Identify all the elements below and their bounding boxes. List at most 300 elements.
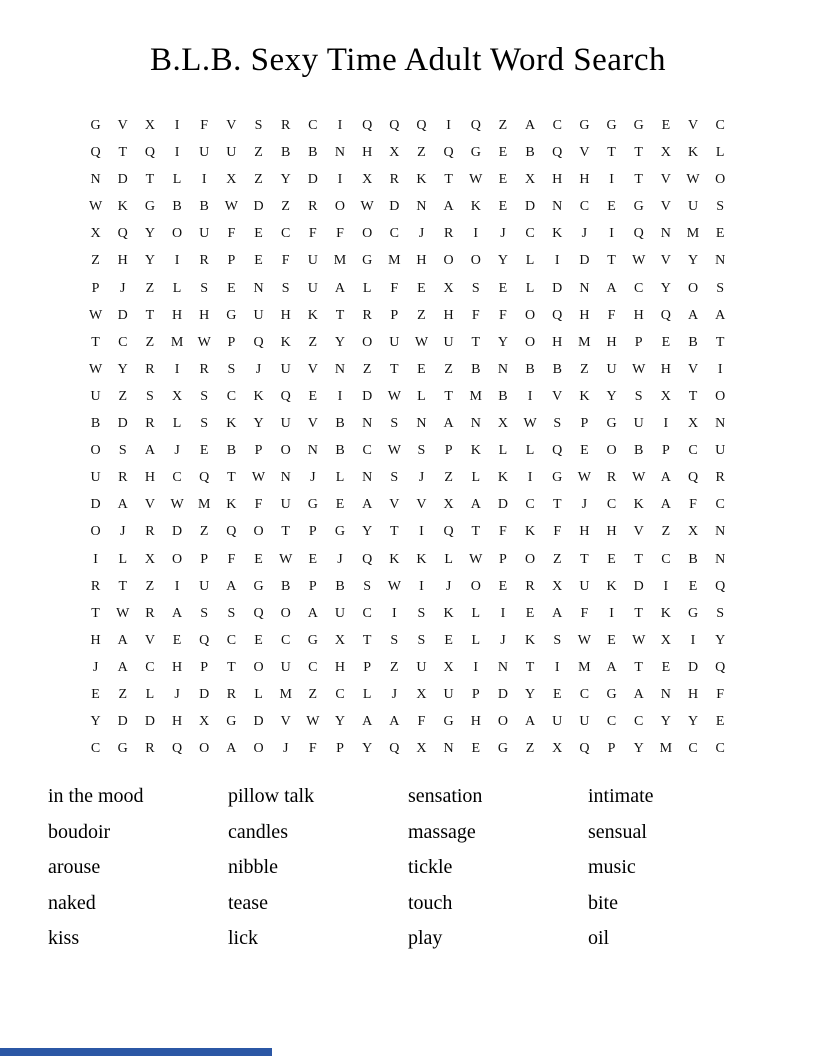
grid-cell-letter: T (91, 334, 100, 350)
grid-cell-letter: R (199, 253, 209, 269)
grid-cell-letter: P (634, 334, 643, 350)
grid-cell-letter: P (336, 741, 344, 757)
word-list-column (408, 779, 588, 957)
footer-bar (0, 1048, 272, 1056)
grid-cell-letter: X (362, 172, 373, 188)
grid-cell-letter: N (715, 524, 726, 540)
grid-cell-letter: J (581, 226, 588, 242)
grid-cell-letter: P (308, 578, 317, 594)
grid-cell-letter: C (606, 497, 617, 513)
grid-cell-letter: O (199, 741, 210, 757)
grid-cell-letter: L (471, 470, 481, 486)
grid-cell-letter: H (660, 361, 671, 377)
grid-cell-letter: S (118, 443, 127, 459)
grid-cell-letter: O (715, 172, 726, 188)
grid-cell-letter: C (90, 741, 101, 757)
grid-cell-letter: I (473, 659, 479, 675)
grid-cell-letter: U (687, 199, 699, 215)
grid-row (82, 383, 734, 410)
grid-cell-letter: X (443, 659, 454, 675)
grid-cell-letter: B (634, 443, 644, 459)
grid-cell-letter: U (443, 334, 454, 350)
grid-cell-letter: F (553, 524, 562, 540)
grid-cell-letter: A (144, 443, 155, 459)
word-list-item: touch (408, 891, 453, 914)
grid-cell-letter: W (632, 470, 646, 486)
grid-cell-letter: N (253, 280, 264, 296)
grid-cell-letter: E (552, 686, 562, 702)
page-title: B.L.B. Sexy Time Adult Word Search (149, 42, 667, 78)
grid-cell-letter: R (443, 226, 454, 242)
grid-cell-letter: I (201, 172, 207, 188)
grid-cell-letter: Q (90, 145, 101, 161)
grid-cell-letter: D (171, 524, 183, 540)
grid-cell-letter: Q (199, 632, 210, 648)
grid-cell-letter: Q (144, 145, 155, 161)
grid-cell-letter: N (416, 199, 427, 215)
grid-cell-letter: D (117, 714, 128, 730)
grid-cell-letter: U (579, 578, 590, 594)
grid-cell-letter: Q (715, 659, 726, 675)
word-list-item: intimate (588, 785, 654, 807)
grid-cell-letter: H (171, 307, 183, 323)
grid-cell-letter: Z (118, 388, 128, 404)
grid-cell-letter: O (253, 659, 264, 675)
grid-cell-letter: P (227, 253, 236, 269)
grid-cell-letter: N (552, 199, 563, 215)
grid-cell-letter: S (553, 632, 562, 648)
grid-cell-letter: C (715, 118, 725, 133)
grid-cell-letter: U (715, 443, 726, 459)
grid-cell-letter: L (471, 632, 481, 648)
grid-cell-letter: X (525, 172, 536, 188)
word-list-item: lick (228, 927, 258, 950)
grid-row (82, 708, 734, 735)
grid-cell-letter: E (498, 199, 508, 215)
grid-cell-letter: A (525, 714, 536, 730)
grid-cell-letter: S (363, 578, 372, 594)
grid-cell-letter: L (471, 605, 481, 621)
grid-cell-letter: Z (390, 659, 399, 675)
grid-cell-letter: V (117, 118, 128, 133)
grid-cell-letter: E (498, 280, 508, 296)
grid-cell-letter: W (577, 632, 591, 648)
grid-cell-letter: M (388, 253, 401, 269)
grid-cell-letter: D (497, 686, 508, 702)
grid-cell-letter: S (200, 605, 209, 621)
grid-cell-letter: P (91, 280, 100, 296)
grid-cell-letter: C (362, 605, 372, 621)
grid-cell-letter: I (554, 659, 560, 675)
grid-cell-letter: P (363, 659, 372, 675)
grid-cell-letter: U (389, 334, 400, 350)
grid-cell-letter: Y (253, 416, 264, 432)
grid-cell-letter: M (578, 334, 591, 350)
grid-cell-letter: F (390, 280, 399, 296)
grid-cell-letter: S (471, 280, 480, 296)
grid-cell-letter: I (446, 118, 451, 133)
grid-cell-letter: W (360, 199, 374, 215)
word-list-item: massage (408, 820, 476, 843)
grid-cell-letter: J (255, 361, 262, 377)
word-list-item: sensation (408, 785, 483, 807)
grid-cell-letter: T (227, 470, 236, 486)
grid-cell-letter: X (171, 388, 183, 404)
grid-cell-letter: C (606, 714, 617, 730)
grid-cell-letter: Y (280, 172, 291, 188)
grid-cell-letter: M (170, 334, 184, 350)
grid-cell-letter: I (174, 145, 180, 161)
grid-cell-letter: N (90, 172, 101, 188)
grid-cell-letter: K (525, 632, 536, 648)
grid-cell-letter: F (308, 226, 317, 242)
grid-cell-letter: D (117, 416, 128, 432)
grid-cell-letter: L (118, 551, 128, 567)
grid-cell-letter: W (116, 605, 130, 621)
grid-cell-letter: T (634, 659, 643, 675)
grid-cell-letter: T (634, 605, 643, 621)
grid-row (82, 302, 734, 329)
grid-cell-letter: K (525, 524, 536, 540)
grid-cell-letter: J (337, 551, 343, 567)
word-list-item: pillow talk (228, 785, 315, 807)
grid-cell-letter: Q (552, 145, 563, 161)
word-list-item: sensual (588, 820, 647, 843)
grid-cell-letter: G (606, 686, 617, 702)
grid-cell-letter: B (335, 443, 345, 459)
grid-cell-letter: E (661, 118, 671, 133)
grid-cell-letter: R (145, 416, 155, 432)
grid-cell-letter: W (197, 334, 211, 350)
grid-cell-letter: Y (117, 361, 128, 377)
word-list-item: bite (588, 891, 618, 914)
grid-cell-letter: A (362, 497, 373, 513)
grid-cell-letter: B (226, 443, 237, 459)
grid-cell-letter: R (145, 361, 155, 377)
grid-cell-letter: L (525, 280, 535, 296)
grid-cell-letter: E (607, 199, 616, 215)
grid-cell-letter: G (307, 497, 318, 513)
grid-cell-letter: N (334, 361, 346, 377)
grid-cell-letter: A (525, 118, 536, 133)
grid-cell-letter: W (170, 497, 184, 513)
grid-cell-letter: U (416, 659, 427, 675)
grid-cell-letter: A (687, 307, 699, 323)
grid-cell-letter: X (334, 632, 346, 648)
grid-cell-letter: Z (145, 280, 155, 296)
grid-cell-letter: N (715, 551, 726, 567)
grid-cell-letter: R (118, 470, 128, 486)
grid-cell-letter: R (281, 118, 291, 133)
grid-row (82, 112, 734, 139)
grid-cell-letter: P (390, 307, 399, 323)
grid-cell-letter: Z (417, 145, 426, 161)
grid-cell-letter: I (690, 632, 696, 648)
grid-cell-letter: Y (144, 226, 155, 242)
grid-cell-letter: R (90, 578, 101, 594)
grid-cell-letter: A (552, 605, 563, 621)
grid-cell-letter: A (660, 497, 671, 513)
grid-cell-letter: V (579, 145, 590, 161)
grid-cell-letter: Y (497, 253, 508, 269)
grid-cell-letter: U (307, 253, 318, 269)
grid-cell-letter: J (310, 470, 316, 486)
grid-cell-letter: H (280, 307, 291, 323)
grid-cell-letter: M (469, 388, 482, 404)
grid-cell-letter: P (661, 443, 670, 459)
grid-cell-letter: B (199, 199, 209, 215)
grid-cell-letter: J (418, 226, 425, 242)
grid-cell-letter: K (280, 334, 291, 350)
grid-cell-letter: Q (416, 118, 427, 133)
grid-cell-letter: N (715, 253, 726, 269)
grid-cell-letter: Z (362, 361, 372, 377)
grid-cell-letter: A (443, 416, 454, 432)
grid-cell-letter: K (552, 226, 563, 242)
grid-cell-letter: Q (362, 551, 373, 567)
grid-cell-letter: L (525, 443, 535, 459)
grid-cell-letter: T (471, 334, 481, 350)
grid-cell-letter: X (144, 118, 155, 133)
grid-cell-letter: D (579, 253, 590, 269)
grid-cell-letter: K (416, 172, 427, 188)
grid-cell-letter: S (390, 416, 399, 432)
grid-cell-letter: N (579, 280, 590, 296)
grid-cell-letter: E (715, 714, 725, 730)
grid-cell-letter: P (308, 524, 317, 540)
grid-cell-letter: J (174, 686, 180, 702)
grid-cell-letter: S (390, 470, 399, 486)
grid-cell-letter: H (579, 524, 590, 540)
grid-cell-letter: Q (389, 118, 400, 133)
grid-cell-letter: H (606, 334, 617, 350)
grid-cell-letter: Q (715, 578, 726, 594)
grid-cell-letter: Z (552, 551, 562, 567)
grid-cell-letter: G (90, 118, 101, 133)
grid-cell-letter: D (497, 497, 508, 513)
grid-cell-letter: O (525, 334, 536, 350)
grid-cell-letter: E (254, 632, 263, 648)
grid-cell-letter: D (144, 714, 155, 730)
grid-cell-letter: X (660, 388, 671, 404)
grid-row (82, 275, 734, 302)
grid-cell-letter: W (251, 470, 266, 486)
word-list-item: arouse (48, 856, 101, 879)
grid-cell-letter: Q (253, 605, 264, 621)
grid-cell-letter: C (308, 659, 318, 675)
grid-cell-letter: Q (443, 145, 454, 161)
grid-cell-letter: K (253, 388, 264, 404)
grid-cell-letter: U (334, 605, 346, 621)
grid-cell-letter: T (634, 551, 643, 567)
word-list-item: naked (48, 891, 96, 914)
grid-cell-letter: W (387, 578, 401, 594)
grid-cell-letter: I (174, 578, 180, 594)
grid-cell-letter: Y (334, 714, 346, 730)
grid-cell-letter: G (497, 741, 508, 757)
grid-cell-letter: Q (470, 118, 481, 133)
grid-cell-letter: F (689, 497, 697, 513)
grid-cell-letter: U (633, 416, 644, 432)
grid-cell-letter: T (281, 524, 290, 540)
grid-cell-letter: S (716, 605, 725, 621)
grid-cell-letter: T (471, 524, 481, 540)
grid-cell-letter: G (362, 253, 373, 269)
grid-cell-letter: K (307, 307, 318, 323)
grid-cell-letter: S (417, 605, 426, 621)
grid-cell-letter: G (307, 632, 318, 648)
grid-cell-letter: Y (334, 334, 346, 350)
grid-cell-letter: Z (281, 199, 290, 215)
grid-cell-letter: K (497, 470, 508, 486)
grid-cell-letter: S (200, 416, 209, 432)
grid-cell-letter: Z (145, 578, 155, 594)
grid-cell-letter: W (224, 199, 238, 215)
grid-cell-letter: A (660, 470, 671, 486)
grid-cell-letter: F (281, 253, 290, 269)
grid-cell-letter: U (579, 714, 590, 730)
grid-cell-letter: G (117, 741, 128, 757)
grid-cell-letter: T (580, 551, 589, 567)
grid-cell-letter: Y (144, 253, 155, 269)
grid-cell-letter: B (308, 145, 318, 161)
grid-cell-letter: C (634, 714, 644, 730)
grid-cell-letter: R (525, 578, 535, 594)
grid-cell-letter: T (552, 497, 562, 513)
grid-cell-letter: R (145, 524, 155, 540)
grid-cell-letter: K (606, 578, 617, 594)
grid-cell-letter: M (686, 226, 700, 242)
word-list-item: in the mood (48, 785, 144, 807)
grid-cell-letter: D (117, 307, 128, 323)
grid-cell-letter: E (172, 632, 182, 648)
grid-cell-letter: A (226, 578, 237, 594)
grid-cell-letter: E (335, 497, 345, 513)
grid-cell-letter: Q (117, 226, 128, 242)
word-list-item: tickle (408, 856, 453, 879)
grid-cell-letter: D (307, 172, 318, 188)
word-list-item: tease (228, 891, 268, 914)
grid-cell-letter: W (88, 307, 103, 323)
grid-cell-letter: C (688, 443, 698, 459)
grid-cell-letter: I (391, 605, 397, 621)
grid-cell-letter: R (389, 172, 399, 188)
grid-cell-letter: T (335, 307, 345, 323)
grid-cell-letter: Q (362, 118, 373, 133)
grid-cell-letter: T (715, 334, 725, 350)
grid-cell-letter: Q (389, 741, 400, 757)
grid-cell-letter: L (498, 443, 508, 459)
grid-cell-letter: C (226, 388, 237, 404)
grid-cell-letter: O (90, 443, 101, 459)
grid-cell-letter: L (525, 253, 535, 269)
grid-cell-letter: T (227, 659, 236, 675)
grid-cell-letter: G (633, 199, 644, 215)
grid-cell-letter: G (144, 199, 155, 215)
grid-cell-letter: S (417, 443, 426, 459)
grid-cell-letter: T (634, 145, 643, 161)
grid-cell-letter: P (580, 416, 589, 432)
grid-cell-letter: Y (687, 714, 699, 730)
grid-cell-letter: A (334, 280, 346, 296)
grid-cell-letter: N (660, 686, 671, 702)
grid-cell-letter: W (88, 199, 103, 215)
grid-cell-letter: S (200, 388, 209, 404)
grid-cell-letter: A (389, 714, 400, 730)
grid-cell-letter: C (281, 632, 291, 648)
grid-cell-letter: C (688, 741, 698, 757)
grid-cell-letter: L (172, 280, 182, 296)
grid-cell-letter: I (527, 388, 533, 404)
grid-cell-letter: W (306, 714, 320, 730)
grid-cell-letter: I (554, 253, 560, 269)
grid-cell-letter: W (414, 334, 429, 350)
grid-cell-letter: O (253, 741, 264, 757)
grid-cell-letter: Z (525, 741, 535, 757)
grid-cell-letter: I (174, 118, 180, 133)
grid-cell-letter: I (473, 226, 479, 242)
grid-cell-letter: T (444, 388, 453, 404)
grid-row (82, 491, 734, 518)
grid-cell-letter: U (443, 686, 454, 702)
grid-cell-letter: A (362, 714, 373, 730)
grid-cell-letter: I (663, 416, 669, 432)
grid-cell-letter: V (144, 497, 155, 513)
grid-cell-letter: C (145, 659, 155, 675)
grid-cell-letter: U (552, 714, 563, 730)
grid-cell-letter: H (470, 714, 481, 730)
grid-cell-letter: H (117, 253, 128, 269)
grid-cell-letter: C (389, 226, 399, 242)
grid-cell-letter: F (227, 226, 236, 242)
grid-cell-letter: N (362, 416, 373, 432)
grid-cell-letter: B (281, 578, 291, 594)
grid-cell-letter: V (307, 416, 318, 432)
grid-cell-letter: Z (444, 470, 453, 486)
grid-cell-letter: D (633, 578, 644, 594)
grid-cell-letter: U (199, 226, 210, 242)
grid-cell-letter: Z (254, 172, 263, 188)
grid-cell-letter: Q (280, 388, 291, 404)
grid-cell-letter: C (335, 686, 345, 702)
grid-cell-letter: E (525, 605, 535, 621)
grid-cell-letter: Y (687, 253, 699, 269)
grid-cell-letter: X (199, 714, 210, 730)
grid-cell-letter: D (687, 659, 699, 675)
grid-cell-letter: X (660, 145, 671, 161)
grid-cell-letter: W (469, 172, 483, 188)
grid-cell-letter: T (444, 172, 453, 188)
grid-cell-letter: V (660, 172, 671, 188)
grid-cell-letter: X (443, 497, 454, 513)
grid-cell-letter: C (661, 551, 671, 567)
grid-cell-letter: V (552, 388, 563, 404)
grid-cell-letter: E (254, 253, 263, 269)
grid-cell-letter: I (93, 551, 98, 567)
grid-cell-letter: B (335, 578, 345, 594)
grid-cell-letter: U (280, 659, 291, 675)
grid-row (82, 464, 734, 491)
grid-cell-letter: B (90, 416, 101, 432)
grid-cell-letter: Q (579, 741, 590, 757)
grid-cell-letter: P (227, 334, 236, 350)
grid-cell-letter: Y (606, 388, 617, 404)
grid-cell-letter: X (687, 416, 699, 432)
grid-cell-letter: J (445, 578, 452, 594)
grid-cell-letter: A (117, 497, 128, 513)
grid-cell-letter: E (498, 145, 508, 161)
grid-cell-letter: W (686, 172, 700, 188)
